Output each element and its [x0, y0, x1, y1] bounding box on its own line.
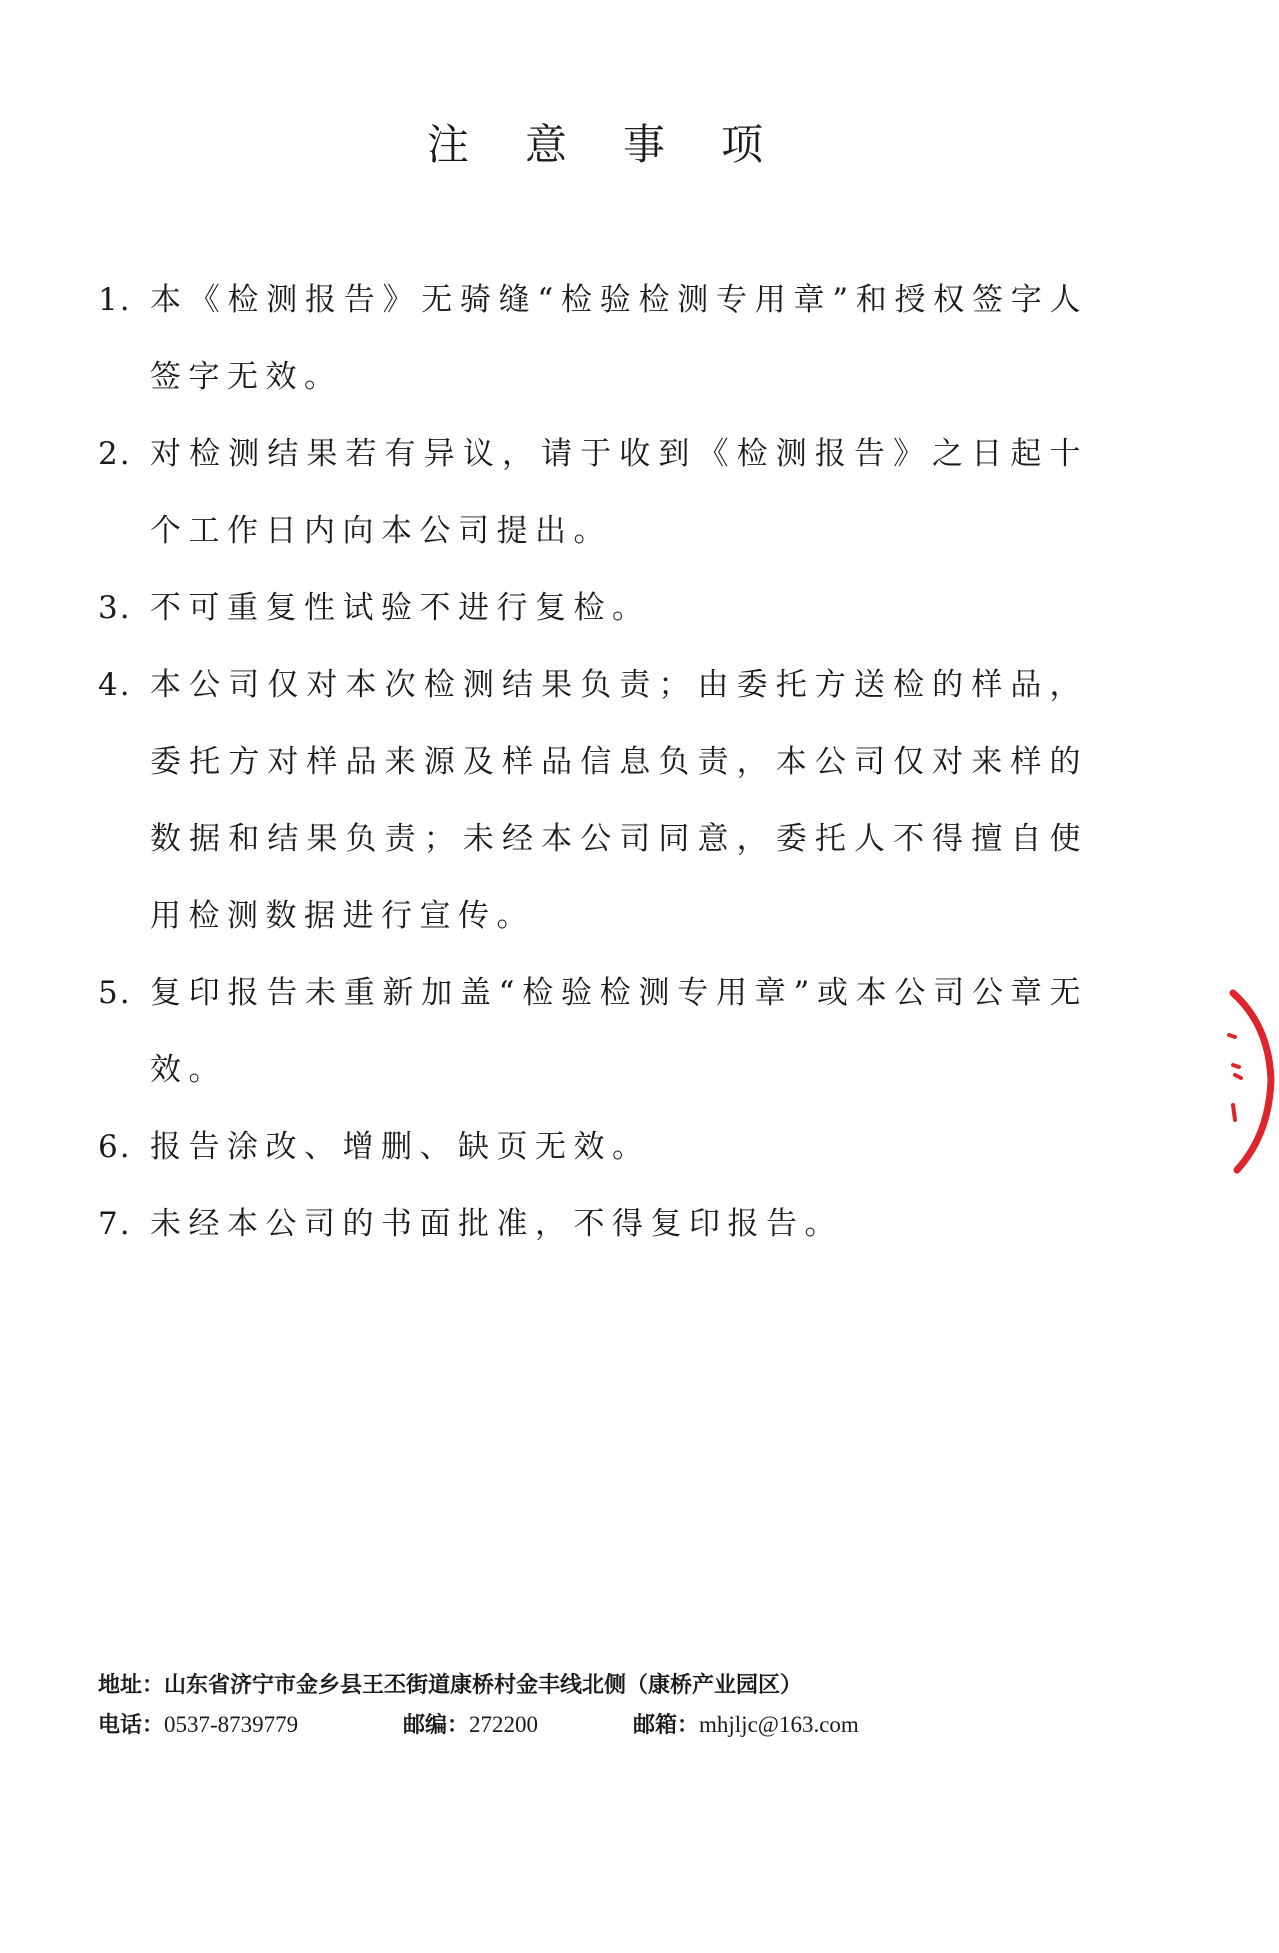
notice-number: 2.	[98, 436, 132, 472]
notice-item-2	[98, 416, 1088, 570]
notice-text: 未经本公司的书面批准，不得复印报告。	[150, 1206, 843, 1242]
contact-row	[98, 1705, 1098, 1745]
postcode-label: 邮编：	[403, 1712, 470, 1737]
notice-number: 1.	[98, 282, 132, 318]
notice-number: 5.	[98, 975, 132, 1011]
notice-list	[98, 262, 1088, 1263]
postcode-cell	[403, 1705, 633, 1745]
notice-text: 报告涂改、增删、缺页无效。	[150, 1129, 651, 1165]
phone-value: 0537-8739779	[164, 1712, 299, 1737]
notice-text: 本公司仅对本次检测结果负责；由委托方送检的样品，委托方对样品来源及样品信息负责，本公司仅对来样的数据和结果负责；未经本公司同意，委托人不得擅自使用检测数据进行宣传。	[150, 667, 1088, 934]
contact-footer	[98, 1665, 1098, 1745]
postcode-value: 272200	[469, 1712, 539, 1737]
notice-number: 6.	[98, 1129, 132, 1165]
notice-text: 本《检测报告》无骑缝“检验检测专用章”和授权签字人签字无效。	[150, 282, 1088, 395]
notice-item-3	[98, 570, 1088, 647]
notice-item-7	[98, 1186, 1088, 1263]
phone-label: 电话：	[98, 1712, 165, 1737]
notice-text: 对检测结果若有异议，请于收到《检测报告》之日起十个工作日内向本公司提出。	[150, 436, 1088, 549]
notice-item-6	[98, 1109, 1088, 1186]
address-value: 山东省济宁市金乡县王丕街道康桥村金丰线北侧（康桥产业园区）	[164, 1672, 803, 1697]
phone-cell	[98, 1705, 403, 1745]
notice-number: 7.	[98, 1206, 132, 1242]
address-label: 地址：	[98, 1672, 165, 1697]
notice-number: 4.	[98, 667, 132, 703]
notice-item-4	[98, 647, 1088, 955]
notice-text: 复印报告未重新加盖“检验检测专用章”或本公司公章无效。	[150, 975, 1088, 1088]
address-row	[98, 1665, 1098, 1705]
notice-item-5	[98, 955, 1088, 1109]
notice-text: 不可重复性试验不进行复检。	[150, 590, 651, 626]
page-title: 注意事项	[426, 120, 819, 169]
email-label: 邮箱：	[633, 1712, 700, 1737]
notice-number: 3.	[98, 590, 132, 626]
notice-item-1	[98, 262, 1088, 416]
seal-stamp-edge-icon	[1219, 985, 1279, 1175]
email-cell	[633, 1705, 859, 1745]
email-value: mhjljc@163.com	[699, 1712, 859, 1737]
